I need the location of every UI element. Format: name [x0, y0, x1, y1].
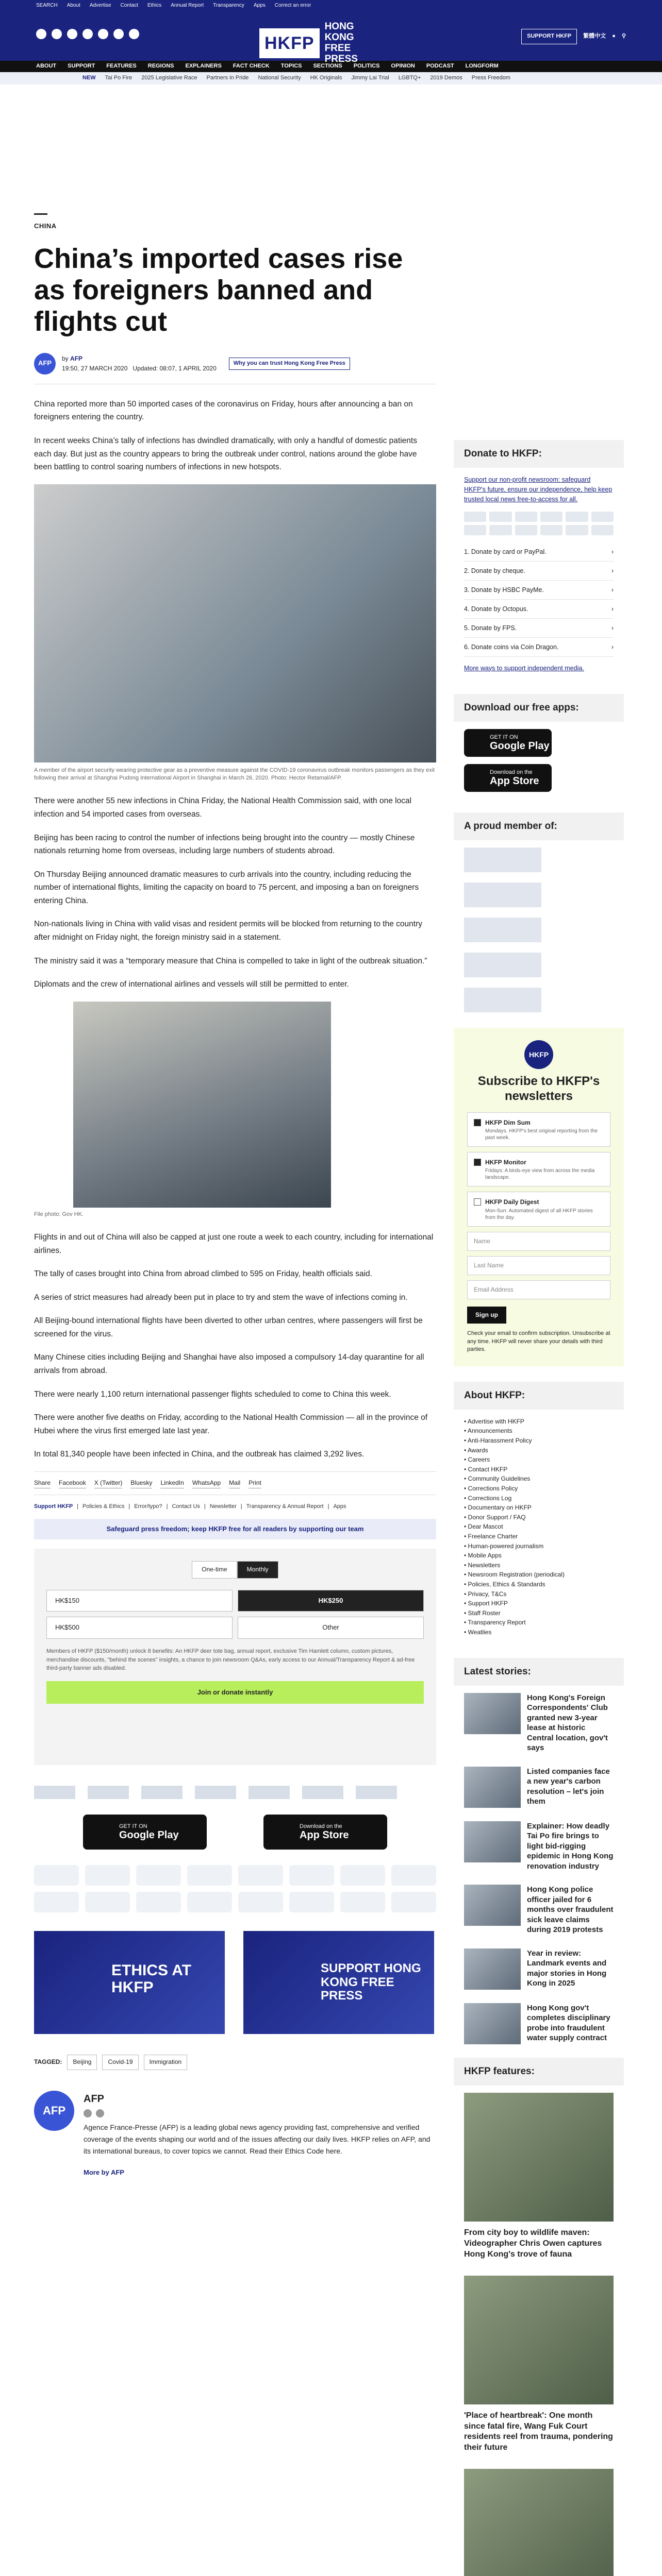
nav-item[interactable]: FEATURES — [106, 63, 137, 70]
donate-text-link[interactable]: Support our non-profit newsroom: safeguard HKFP's future, ensure our independence, help keep trusted local news free-to-access for all. — [464, 476, 613, 503]
donate-option[interactable] — [464, 600, 614, 619]
newsletter-note: Check your email to confirm subscription. Unsubscribe at any time. HKFP will never share your details with third parties. — [467, 1330, 610, 1353]
mastercard-icon — [34, 1865, 79, 1886]
about-link[interactable]: • Awards — [464, 1446, 614, 1455]
story-thumbnail[interactable] — [464, 1885, 521, 1926]
visa-icon — [136, 1865, 181, 1886]
nav-item[interactable]: EXPLAINERS — [185, 63, 222, 70]
payment-icon — [566, 512, 588, 522]
app-store-button[interactable] — [263, 1815, 387, 1850]
about-link[interactable]: • Newsroom Registration (periodical) — [464, 1570, 614, 1580]
top-strip — [0, 0, 662, 11]
feature-image[interactable] — [464, 2469, 614, 2576]
story-title[interactable]: Hong Kong police officer jailed for 6 months over fraudulent sick leave claims during 2019 protests — [527, 1885, 614, 1935]
logo-mark: HKFP — [259, 28, 320, 58]
newsletter-title: Subscribe to HKFP's newsletters — [477, 1074, 600, 1104]
author-social — [84, 2109, 436, 2117]
sidebar-app-buttons — [454, 729, 624, 792]
google-pay-icon — [289, 1892, 334, 1912]
brand-bar — [0, 11, 662, 64]
newsletter-option[interactable] — [467, 1152, 610, 1187]
trending-label: NEW — [82, 75, 96, 81]
about-list — [454, 1417, 624, 1637]
story-title[interactable]: Explainer: How deadly Tai Po fire brings to light bid-rigging epidemic in Hong Kong renovation industry — [527, 1821, 614, 1871]
footer-link[interactable]: Newsletter — [209, 1503, 237, 1510]
whatsapp-icon[interactable] — [113, 29, 124, 39]
checkbox-unchecked[interactable] — [474, 1198, 481, 1206]
member-heading: A proud member of: — [454, 812, 624, 840]
photo-caption: File photo: Gov HK. — [34, 1211, 84, 1217]
partner-logo[interactable] — [249, 1786, 290, 1799]
story-item[interactable] — [464, 1948, 614, 1990]
member-logos — [454, 848, 624, 1012]
oxfam-living-wage-logo[interactable] — [464, 988, 541, 1012]
donate-frequency-toggle — [46, 1561, 424, 1578]
payment-icon — [540, 512, 562, 522]
byline — [34, 353, 436, 384]
footer-link[interactable]: Support HKFP — [34, 1503, 73, 1510]
whatsapp-share[interactable]: WhatsApp — [192, 1478, 221, 1488]
publish-date: 19:50, 27 MARCH 2020 — [62, 364, 128, 372]
article-paragraph: In recent weeks China’s tally of infections has dwindled dramatically, with only a handful of domestic patients each day. But just as the country appears to bring the outbreak under control, nations around the globe have been battling to control soaring numbers of infections in new hotspots. — [34, 436, 417, 472]
article-paragraph: A series of strict measures had already been put in place to try and stem the wave of infections coming in. — [34, 1293, 408, 1302]
story-thumbnail[interactable] — [464, 1821, 521, 1862]
instagram-icon[interactable] — [67, 29, 77, 39]
payme-icon — [136, 1892, 181, 1912]
chevron-right-icon: › — [611, 643, 614, 651]
app-buttons — [34, 1815, 436, 1850]
international-press-institute-logo[interactable] — [464, 953, 541, 977]
facebook-icon[interactable] — [36, 29, 46, 39]
mail-share[interactable]: Mail — [229, 1478, 240, 1488]
story-item[interactable] — [464, 1821, 614, 1872]
app-store-label: App Store — [300, 1829, 349, 1841]
top-link[interactable]: Advertise — [89, 3, 111, 8]
article-paragraph: The ministry said it was a “temporary measure that China is compelled to take in light of the outbreak situation.” — [34, 956, 427, 965]
social-icons — [36, 29, 139, 39]
unionpay-icon — [85, 1865, 130, 1886]
payment-icon — [489, 512, 511, 522]
safeguard-banner[interactable]: Safeguard press freedom; keep HKFP free for all readers by supporting our team — [34, 1519, 436, 1540]
last-name-field[interactable]: Last Name — [467, 1256, 610, 1275]
footer-link[interactable]: Contact Us — [172, 1503, 200, 1510]
nav-item[interactable]: ABOUT — [36, 63, 57, 70]
payment-icon — [540, 525, 562, 535]
chevron-right-icon: › — [611, 624, 614, 632]
fps-icon — [34, 1892, 79, 1912]
trending-link[interactable]: 2025 Legislative Race — [141, 75, 197, 81]
newsletter-desc: Mon-Sun: Automated digest of all HKFP stories from the day. — [485, 1208, 593, 1221]
about-link[interactable]: • Dear Mascot — [464, 1522, 614, 1532]
donate-option-label: 5. Donate by FPS. — [464, 624, 517, 632]
trending-link[interactable]: Partners in Pride — [206, 75, 249, 81]
about-link[interactable]: • Policies, Ethics & Standards — [464, 1580, 614, 1589]
diners-icon — [289, 1865, 334, 1886]
trust-project-logo[interactable] — [464, 848, 541, 872]
byline-meta: by AFP 19:50, 27 MARCH 2020 Updated: 08:07, 1 APRIL 2020 — [62, 354, 217, 372]
donate-text — [454, 475, 624, 504]
nav-item[interactable]: FACT CHECK — [233, 63, 270, 70]
story-item[interactable] — [464, 1767, 614, 1808]
ethics-video[interactable]: ETHICS AT HKFP — [34, 1931, 225, 2034]
google-play-small: GET IT ON — [490, 734, 518, 740]
author-box — [34, 2091, 436, 2178]
user-icon[interactable]: ● — [612, 33, 616, 39]
more-ways-link[interactable]: More ways to support independent media. — [464, 664, 584, 672]
feature-image[interactable] — [464, 2276, 614, 2404]
story-title[interactable]: Listed companies face a new year's carbon resolution – let's join them — [527, 1767, 610, 1806]
trending-bar — [0, 72, 662, 84]
feature-item[interactable] — [454, 2469, 624, 2576]
name-field[interactable]: Name — [467, 1232, 610, 1251]
google-play-label: Google Play — [490, 740, 550, 752]
newsletter-desc: Mondays. HKFP's best original reporting from the past week. — [485, 1128, 598, 1141]
story-thumbnail[interactable] — [464, 1948, 521, 1990]
donate-box — [34, 1549, 436, 1765]
tagged-label: TAGGED: — [34, 2058, 62, 2066]
footer-link[interactable]: Transparency & Annual Report — [246, 1503, 324, 1510]
story-thumbnail[interactable] — [464, 1767, 521, 1808]
donate-option[interactable] — [464, 562, 614, 581]
top-link[interactable]: SEARCH — [36, 3, 58, 8]
print-button[interactable]: Print — [249, 1478, 261, 1488]
wechat-pay-icon — [238, 1892, 283, 1912]
bank-transfer-icon — [391, 1892, 436, 1912]
trust-link[interactable]: Why you can trust Hong Kong Free Press — [229, 358, 350, 370]
trending-link[interactable]: National Security — [258, 75, 301, 81]
article-footer-links: Support HKFP | Policies & Ethics | Error/typo? | Contact Us | Newsletter | Transparency & Annual Report | Apps — [34, 1502, 436, 1512]
article-paragraph: Many Chinese cities including Beijing and Shanghai have also imposed a compulsory 14-day quarantine for all arrivals from abroad. — [34, 1353, 424, 1375]
article-paragraph: There were another five deaths on Friday, according to the National Health Commission — all in the province of Hubei where the virus first emerged late last year. — [34, 1413, 428, 1435]
about-link[interactable]: • Advertise with HKFP — [464, 1417, 614, 1427]
donate-heading: Donate to HKFP: — [454, 440, 624, 468]
top-link[interactable]: Apps — [253, 3, 266, 8]
article-paragraph: The tally of cases brought into China from abroad climbed to 595 on Friday, health officials said. — [34, 1269, 372, 1279]
site-logo[interactable] — [259, 22, 382, 65]
donate-option[interactable] — [464, 619, 614, 638]
donate-amounts — [46, 1590, 424, 1639]
latest-heading: Latest stories: — [454, 1658, 624, 1686]
about-link[interactable]: • Corrections Policy — [464, 1484, 614, 1494]
app-store-button[interactable] — [464, 764, 552, 792]
chevron-right-icon: › — [611, 567, 614, 574]
donate-options — [454, 543, 624, 657]
checkbox-checked[interactable] — [474, 1159, 481, 1166]
article-paragraph: China reported more than 50 imported cases of the coronavirus on Friday, hours after announcing a ban on foreigners entering the country. — [34, 399, 413, 422]
chevron-right-icon: › — [611, 548, 614, 555]
google-play-small: GET IT ON — [119, 1823, 147, 1830]
story-item[interactable] — [464, 1693, 614, 1753]
payment-icon — [515, 512, 537, 522]
article — [34, 213, 436, 2178]
donate-option-label: 2. Donate by cheque. — [464, 567, 525, 574]
trending-link[interactable]: Press Freedom — [471, 75, 510, 81]
feature-item[interactable] — [454, 2276, 624, 2453]
about-link[interactable]: • Freelance Charter — [464, 1532, 614, 1541]
google-play-button[interactable] — [464, 729, 552, 757]
language-link[interactable]: 繁體中文 — [583, 33, 606, 39]
nav-item[interactable]: OPINION — [391, 63, 415, 70]
article-paragraph: There were another 55 new infections in China Friday, the National Health Commission said, with one local infection and 54 imported cases from overseas. — [34, 796, 412, 819]
payment-icon — [591, 525, 614, 535]
member-benefits: Members of HKFP ($150/month) unlock 8 benefits: An HKFP deer tote bag, annual report, exclusive Tim Hamlett column, custom pictures, merchandise discounts, "behind the scenes" insights, a chance to join newsroom Q&As, early access to our Annual/Transparency Report & ad-free third-party banner ads disabled. — [46, 1648, 415, 1672]
app-store-small: Download on the — [300, 1823, 342, 1830]
amount-option[interactable]: Other — [238, 1617, 424, 1639]
feature-item[interactable] — [454, 2093, 624, 2260]
about-link[interactable]: • Anti-Harassment Policy — [464, 1436, 614, 1446]
monthly-option[interactable]: Monthly — [237, 1561, 278, 1578]
article-paragraph: Non-nationals living in China with valid visas and resident permits will be blocked from returning to the country after midnight on Friday night, the foreign ministry said in a statement. — [34, 920, 422, 942]
about-heading: About HKFP: — [454, 1382, 624, 1410]
donate-option[interactable] — [464, 581, 614, 600]
partner-logo[interactable] — [34, 1786, 75, 1799]
facebook-share[interactable]: Facebook — [59, 1478, 86, 1488]
google-play-label: Google Play — [119, 1829, 179, 1841]
chevron-right-icon: › — [611, 586, 614, 594]
story-thumbnail[interactable] — [464, 2003, 521, 2044]
top-link[interactable]: Ethics — [147, 3, 162, 8]
about-link[interactable]: • Contact HKFP — [464, 1465, 614, 1475]
newsletter-box — [454, 1028, 624, 1366]
updated-date: Updated: 08:07, 1 APRIL 2020 — [133, 364, 217, 372]
article-paragraph: There were nearly 1,100 return international passenger flights scheduled to come to China this week. — [34, 1389, 391, 1399]
about-link[interactable]: • Corrections Log — [464, 1494, 614, 1503]
newsletter-name: HKFP Dim Sum — [485, 1119, 531, 1127]
nav-item[interactable]: PODCAST — [426, 63, 454, 70]
apps-heading: Download our free apps: — [454, 694, 624, 722]
link-icon[interactable] — [96, 2109, 104, 2117]
amount-option[interactable]: HK$150 — [46, 1590, 233, 1612]
header-actions — [521, 29, 626, 44]
trending-link[interactable]: Jimmy Lai Trial — [351, 75, 389, 81]
about-link[interactable]: • Transparency Report — [464, 1618, 614, 1628]
support-video[interactable]: SUPPORT HONG KONG FREE PRESS — [243, 1931, 434, 2034]
newsletter-name: HKFP Monitor — [485, 1159, 526, 1166]
promo-videos — [34, 1931, 436, 2034]
payment-icon — [464, 525, 486, 535]
more-by-author[interactable]: More by AFP — [84, 2168, 124, 2176]
partner-logo[interactable] — [141, 1786, 183, 1799]
donate-option[interactable] — [464, 543, 614, 562]
amex-icon — [187, 1865, 232, 1886]
top-link[interactable]: Correct an error — [274, 3, 311, 8]
join-button[interactable]: Join or donate instantly — [46, 1681, 424, 1704]
story-title[interactable]: Year in review: Landmark events and major stories in Hong Kong in 2025 — [527, 1948, 607, 1988]
google-play-button[interactable] — [83, 1815, 207, 1850]
about-link[interactable]: • Support HKFP — [464, 1599, 614, 1608]
donate-option[interactable] — [464, 638, 614, 657]
author-bio: Agence France-Presse (AFP) is a leading global news agency providing fast, comprehensive and verified coverage of the events shaping our world and of the issues affecting our daily lives. HKFP relies on AFP, and its international bureaus, to cover topics we cannot. Read their Ethics Code here. — [84, 2123, 431, 2155]
story-title[interactable]: Hong Kong gov't completes disciplinary probe into fraudulent water supply contract — [527, 2003, 610, 2043]
footer-link[interactable]: Apps — [333, 1503, 346, 1510]
newsletter-desc: Fridays: A birds-eye view from across the media landscape. — [485, 1168, 595, 1181]
app-store-small: Download on the — [490, 769, 533, 775]
author-avatar[interactable]: AFP — [34, 353, 56, 375]
top-link[interactable]: Transparency — [213, 3, 244, 8]
article-title: China’s imported cases rise as foreigners banned and flights cut — [34, 243, 403, 337]
article-photo — [73, 1002, 331, 1208]
nav-item[interactable]: SECTIONS — [313, 63, 342, 70]
top-link[interactable]: Contact — [120, 3, 138, 8]
about-link[interactable]: • Privacy, T&Cs — [464, 1589, 614, 1599]
donate-option-label: 6. Donate coins via Coin Dragon. — [464, 643, 559, 651]
journalism-trust-initiative-logo[interactable] — [464, 883, 541, 907]
partner-logo[interactable] — [195, 1786, 236, 1799]
section-tag[interactable]: CHINA — [34, 222, 57, 230]
article-paragraph: All Beijing-bound international flights have been diverted to other urban centres, where passengers will first be screened for the virus. — [34, 1316, 423, 1338]
signup-button[interactable]: Sign up — [467, 1307, 506, 1324]
author-avatar-large[interactable]: AFP — [34, 2091, 74, 2131]
payment-icon — [489, 525, 511, 535]
about-link[interactable]: • Weatlies — [464, 1628, 614, 1637]
linkedin-icon[interactable] — [98, 29, 108, 39]
about-link[interactable]: • Human-powered journalism — [464, 1541, 614, 1551]
author-name[interactable]: AFP — [84, 2093, 104, 2105]
partner-logo[interactable] — [356, 1786, 397, 1799]
search-icon[interactable]: ⚲ — [621, 33, 626, 39]
article-paragraph: In total 81,340 people have been infected in China, and the outbreak has claimed 3,292 lives. — [34, 1450, 365, 1459]
amount-option-selected[interactable]: HK$250 — [238, 1590, 424, 1612]
x-icon[interactable] — [52, 29, 62, 39]
footer-link[interactable]: Policies & Ethics — [82, 1503, 125, 1510]
about-link[interactable]: • Documentary on HKFP — [464, 1503, 614, 1513]
about-link[interactable]: • Donor Support / FAQ — [464, 1513, 614, 1522]
payment-methods — [34, 1865, 436, 1912]
octopus-icon — [391, 1865, 436, 1886]
trending-link[interactable]: 2019 Demos — [430, 75, 462, 81]
newsletter-option[interactable] — [467, 1192, 610, 1226]
apple-pay-icon — [340, 1892, 385, 1912]
top-link[interactable]: About — [67, 3, 80, 8]
threads-icon[interactable] — [82, 29, 93, 39]
story-thumbnail[interactable] — [464, 1693, 521, 1734]
payment-icon — [464, 512, 486, 522]
trending-link[interactable]: LGBTQ+ — [398, 75, 421, 81]
photo-caption: A member of the airport security wearing protective gear as a preventive measure against the COVID-19 coronavirus outbreak monitors passengers as they exit following their arrival at Shanghai Pudong International Airport in Shanghai in March 26, 2020. Photo: Hector Retamal/AFP. — [34, 767, 435, 782]
article-paragraph: Diplomats and the crew of international airlines and vessels will still be permitted to enter. — [34, 980, 349, 989]
partner-logo[interactable] — [88, 1786, 129, 1799]
feature-title[interactable]: From city boy to wildlife maven: Videographer Chris Owen captures Hong Kong's trove of fauna — [464, 2228, 602, 2259]
article-paragraph: Beijing has been racing to control the number of infections being brought into the country — mostly Chinese nationals returning home from overseas, including large numbers of students abroad. — [34, 833, 415, 856]
paypal-icon — [85, 1892, 130, 1912]
story-title[interactable]: Hong Kong's Foreign Correspondents' Club granted new 3-year lease at historic Central location, gov't says — [527, 1693, 608, 1753]
trending-link[interactable]: Tai Po Fire — [105, 75, 133, 81]
payment-icon — [591, 512, 614, 522]
logo-text: HONG KONG FREE PRESS — [324, 21, 358, 64]
nav-item[interactable]: POLITICS — [353, 63, 380, 70]
youtube-icon[interactable] — [129, 29, 139, 39]
donate-option-label: 3. Donate by HSBC PayMe. — [464, 586, 544, 594]
nav-item[interactable]: TOPICS — [280, 63, 302, 70]
story-item[interactable] — [464, 2003, 614, 2044]
partner-logo[interactable] — [302, 1786, 343, 1799]
about-link[interactable]: • Mobile Apps — [464, 1551, 614, 1561]
feature-image[interactable] — [464, 2093, 614, 2222]
features-heading: HKFP features: — [454, 2058, 624, 2086]
article-photo — [34, 484, 436, 762]
author-link[interactable]: AFP — [70, 354, 83, 362]
newsletter-name: HKFP Daily Digest — [485, 1198, 539, 1206]
footer-link[interactable]: Error/typo? — [134, 1503, 162, 1510]
about-link[interactable]: • Staff Roster — [464, 1608, 614, 1618]
checkbox-checked[interactable] — [474, 1119, 481, 1126]
linkedin-share[interactable]: LinkedIn — [160, 1478, 184, 1488]
payment-icon — [515, 525, 537, 535]
alipay-icon — [187, 1892, 232, 1912]
amount-option[interactable]: HK$500 — [46, 1617, 233, 1639]
jcb-icon — [238, 1865, 283, 1886]
discover-icon — [340, 1865, 385, 1886]
latest-stories — [454, 1693, 624, 2044]
nav-item[interactable]: SUPPORT — [68, 63, 95, 70]
top-link[interactable]: Annual Report — [171, 3, 204, 8]
tag-link[interactable]: Covid-19 — [102, 2055, 138, 2070]
email-field[interactable]: Email Address — [467, 1280, 610, 1299]
chevron-right-icon: › — [611, 605, 614, 613]
tag-link[interactable]: Immigration — [144, 2055, 188, 2070]
tag-list — [34, 2055, 436, 2070]
newsletter-option[interactable] — [467, 1112, 610, 1147]
trending-link[interactable]: HK Originals — [310, 75, 342, 81]
payment-icon — [566, 525, 588, 535]
feature-title[interactable]: 'Place of heartbreak': One month since fatal fire, Wang Fuk Court residents reel from trauma, pondering their future — [464, 2411, 613, 2452]
donate-option-label: 1. Donate by card or PayPal. — [464, 548, 547, 555]
app-store-label: App Store — [490, 775, 539, 787]
society-of-publishers-logo[interactable] — [464, 918, 541, 942]
tag-link[interactable]: Beijing — [67, 2055, 97, 2070]
sidebar — [454, 440, 624, 2576]
story-item[interactable] — [464, 1885, 614, 1935]
article-paragraph: Flights in and out of China will also be capped at just one route a week to each country, including for international airlines. — [34, 1233, 434, 1255]
nav-item[interactable]: LONGFORM — [465, 63, 499, 70]
x-share[interactable]: X (Twitter) — [94, 1478, 123, 1488]
about-link[interactable]: • Community Guidelines — [464, 1474, 614, 1484]
partner-badges — [34, 1786, 436, 1799]
nav-item[interactable]: REGIONS — [147, 63, 174, 70]
newsletter-logo: HKFP — [524, 1040, 553, 1069]
support-button[interactable]: SUPPORT HKFP — [521, 29, 577, 44]
sidebar-payment-icons — [464, 512, 614, 535]
share-bar — [34, 1471, 436, 1495]
about-link[interactable]: • Announcements — [464, 1426, 614, 1436]
article-paragraph: On Thursday Beijing announced dramatic measures to curb arrivals into the country, including reducing the number of international flights, limiting the capacity on board to 75 percent, and imposing a ban on foreigners entering China. — [34, 870, 419, 905]
bluesky-share[interactable]: Bluesky — [130, 1478, 152, 1488]
section-rule — [34, 213, 47, 215]
about-link[interactable]: • Careers — [464, 1455, 614, 1465]
share-button[interactable]: Share — [34, 1478, 51, 1488]
x-icon[interactable] — [84, 2109, 92, 2117]
one-time-option[interactable]: One-time — [192, 1561, 237, 1578]
about-link[interactable]: • Newsletters — [464, 1561, 614, 1570]
donate-option-label: 4. Donate by Octopus. — [464, 605, 528, 613]
